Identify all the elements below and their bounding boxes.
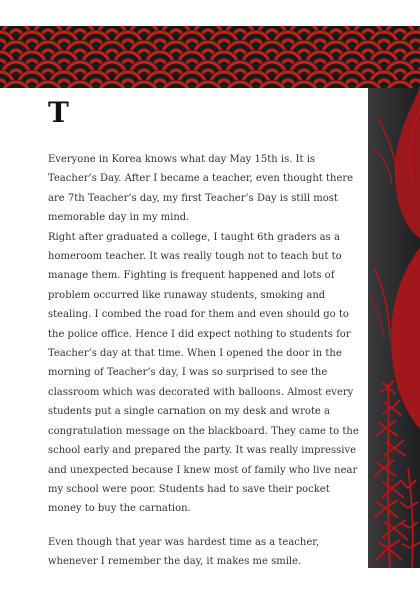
wave-pattern-icon	[0, 26, 420, 88]
paragraph-3: Even though that year was hardest time as a teacher, whenever I remember the day, it makes me smile.	[48, 536, 320, 568]
red-foliage-icon	[368, 88, 420, 568]
article-body	[48, 150, 366, 572]
header-banner	[0, 26, 420, 88]
side-decoration-panel	[368, 88, 420, 568]
paragraph-2: Right after graduated a college, I taught 6th graders as a homeroom teacher. It was really tough not to teach but to manage them. Fighting is frequent happened and lots of problem occurred like runaway students, smoking and stealing. I combed the road for them and even should go to the police office. Hence I did expect nothing to students for Teacher’s day at that time. When I opened the door in the morning of Teacher’s day, I was so surprised to see the classroom which was decorated with balloons. Almost every students put a single carnation on my desk and wrote a congratulation message on the blackboard. They came to the school early and prepared the party. It was really impressive and unexpected because I knew most of family who live near my school were poor. Students had to save their pocket money to buy the carnation.	[48, 231, 359, 515]
paragraph-1: Everyone in Korea knows what day May 15th is. It is Teacher’s Day. After I became a teacher, even thought there are 7th Teacher’s day, my first Teacher’s Day is still most memorable day in my mind.	[48, 154, 354, 224]
drop-cap-letter: T	[48, 96, 69, 129]
